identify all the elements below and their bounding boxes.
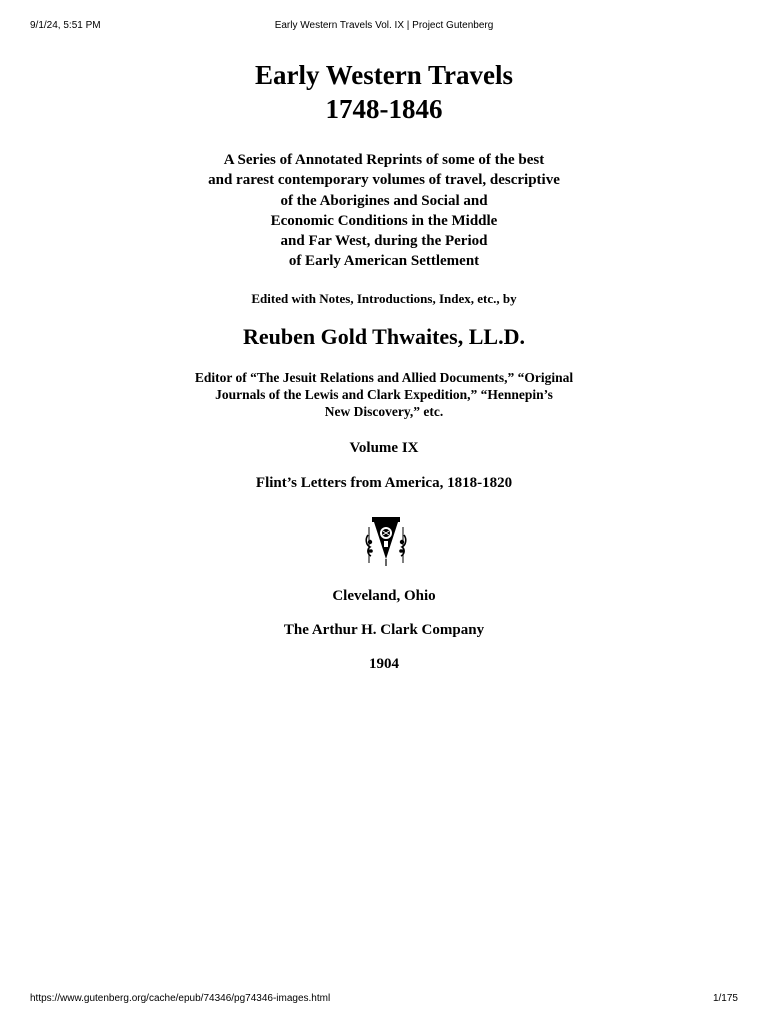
page-counter: 1/175 xyxy=(712,993,738,1004)
credential-line: New Discovery,” etc. xyxy=(324,404,444,419)
book-title xyxy=(0,58,768,126)
print-datetime: 9/1/24, 5:51 PM xyxy=(30,20,101,31)
book-subtitle xyxy=(0,150,768,272)
volume-number: Volume IX xyxy=(349,440,419,456)
book-title-line-1: Early Western Travels xyxy=(255,60,513,90)
print-footer xyxy=(0,993,768,1007)
publisher-name: The Arthur H. Clark Company xyxy=(283,622,485,638)
subtitle-line: and Far West, during the Period xyxy=(280,233,488,250)
print-doc-title: Early Western Travels Vol. IX | Project Gutenberg xyxy=(274,20,494,31)
print-header xyxy=(0,20,768,34)
subtitle-line: and rarest contemporary volumes of travel, descriptive xyxy=(208,172,560,189)
book-title-line-2: 1748-1846 xyxy=(325,94,443,124)
author-credentials xyxy=(0,369,768,420)
subtitle-line: of the Aborigines and Social and xyxy=(280,192,488,209)
publication-year: 1904 xyxy=(369,656,399,672)
source-url-link[interactable]: https://www.gutenberg.org/cache/epub/74346/pg74346-images.html xyxy=(30,993,331,1004)
edited-by: Edited with Notes, Introductions, Index, etc., by xyxy=(251,291,517,306)
credential-line: Editor of “The Jesuit Relations and Allied Documents,” “Original xyxy=(194,370,574,385)
subtitle-line: of Early American Settlement xyxy=(288,253,480,270)
subtitle-line: A Series of Annotated Reprints of some of the best xyxy=(223,152,545,168)
credential-line: Journals of the Lewis and Clark Expedition,” “Hennepin’s xyxy=(215,387,553,402)
author-name: Reuben Gold Thwaites, LL.D. xyxy=(243,324,525,349)
volume-title: Flint’s Letters from America, 1818-1820 xyxy=(255,475,513,491)
publication-place: Cleveland, Ohio xyxy=(332,588,436,604)
subtitle-line: Economic Conditions in the Middle xyxy=(270,212,498,229)
source-url[interactable] xyxy=(30,993,330,1004)
publisher-emblem-icon xyxy=(364,515,408,567)
